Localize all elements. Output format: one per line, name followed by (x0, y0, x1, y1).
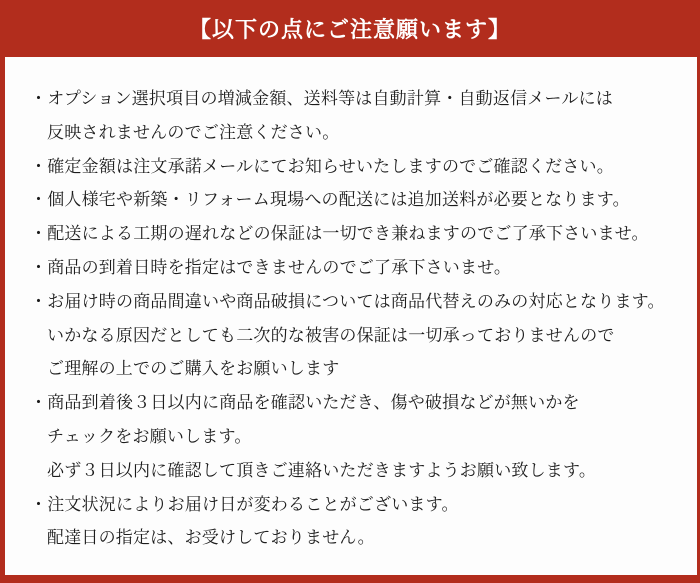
notice-body-panel (5, 57, 697, 575)
notice-line: ご理解の上でのご購入をお願いします (47, 359, 340, 379)
notice-line: ・配送による工期の遅れなどの保証は一切でき兼ねますのでご了承下さいませ。 (30, 224, 649, 244)
notice-line: ・商品の到着日時を指定はできませんのでご了承下さいませ。 (30, 257, 512, 277)
notice-line: 配達日の指定は、お受けしておりません。 (47, 528, 375, 548)
notice-line: 反映されませんのでご注意ください。 (47, 122, 340, 142)
notice-line: ・確定金額は注文承諾メールにてお知らせいたしますのでご確認ください。 (30, 156, 614, 176)
notice-line: ・個人様宅や新築・リフォーム現場への配送には追加送料が必要となります。 (30, 190, 630, 210)
notice-line: ・注文状況によりお届け日が変わることがございます。 (30, 494, 459, 514)
notice-line: いかなる原因だとしても二次的な被害の保証は一切承っておりませんので (47, 325, 615, 345)
notice-header-band (0, 0, 700, 57)
notice-line: ・お届け時の商品間違いや商品破損については商品代替えのみの対応となります。 (30, 291, 665, 311)
notice-line: チェックをお願いします。 (47, 426, 252, 446)
notice-line: 必ず３日以内に確認して頂きご連絡いただきますようお願い致します。 (47, 460, 597, 480)
notice-line: ・商品到着後３日以内に商品を確認いただき、傷や破損などが無いかを (30, 393, 580, 413)
notice-title: 【以下の点にご注意願います】 (188, 16, 511, 42)
notice-line: ・オプション選択項目の増減金額、送料等は自動計算・自動返信メールには (30, 89, 613, 108)
